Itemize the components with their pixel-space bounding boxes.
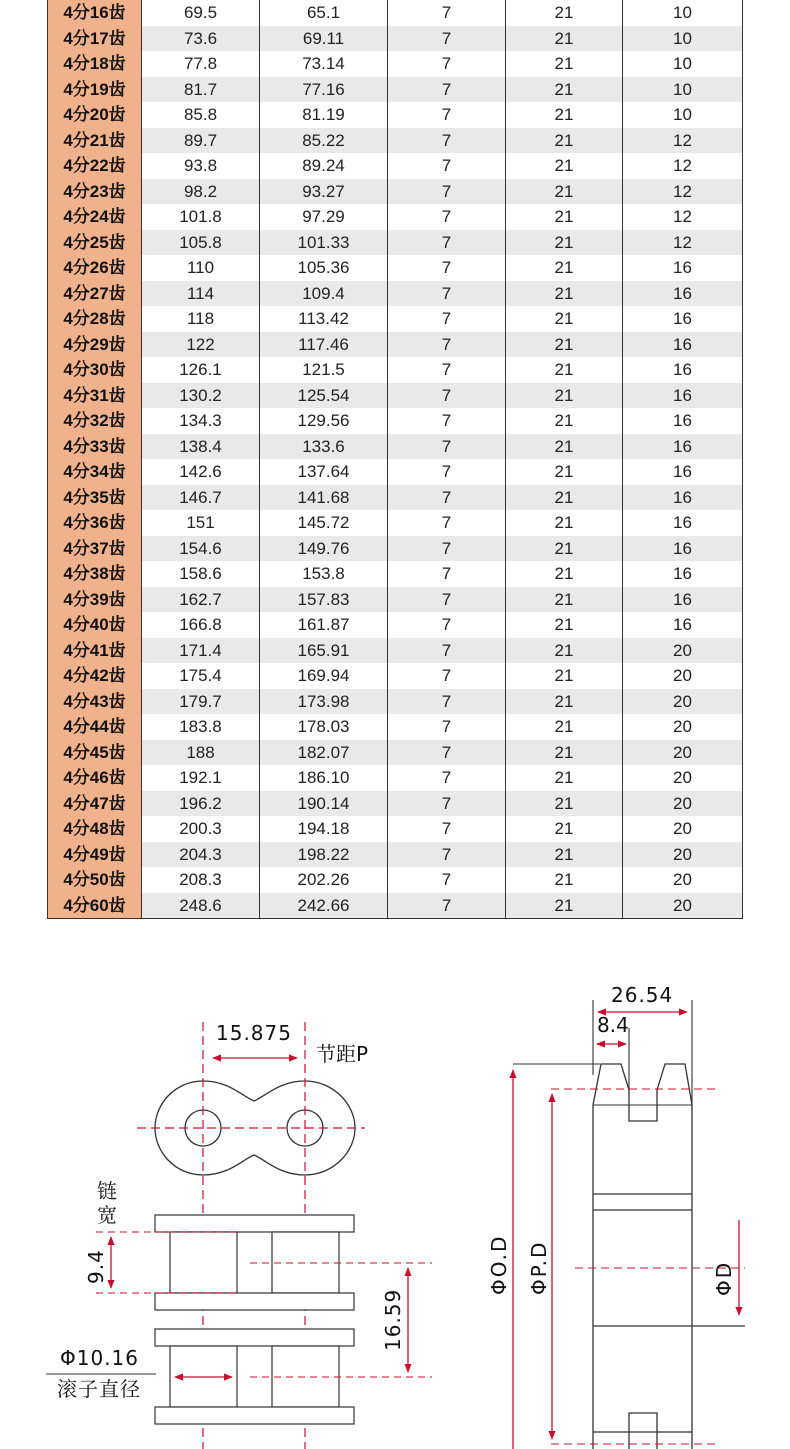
- cell-bore-max: 21: [506, 102, 623, 128]
- cell-outer-diameter: 69.5: [142, 0, 260, 26]
- cell-bore-min: 7: [388, 765, 506, 791]
- cell-bore-min: 7: [388, 357, 506, 383]
- cell-pitch-diameter: 73.14: [260, 51, 388, 77]
- cell-hub: 16: [623, 408, 743, 434]
- cell-bore-max: 21: [506, 842, 623, 868]
- cell-bore-max: 21: [506, 128, 623, 154]
- cell-pitch-diameter: 141.68: [260, 485, 388, 511]
- cell-pitch-diameter: 178.03: [260, 714, 388, 740]
- cell-outer-diameter: 85.8: [142, 102, 260, 128]
- cell-pitch-diameter: 198.22: [260, 842, 388, 868]
- cell-bore-min: 7: [388, 816, 506, 842]
- cell-model: 4分29齿: [48, 332, 142, 358]
- cell-outer-diameter: 101.8: [142, 204, 260, 230]
- cell-outer-diameter: 73.6: [142, 26, 260, 52]
- od-label: ΦO.D: [487, 1234, 511, 1295]
- cell-model: 4分36齿: [48, 510, 142, 536]
- pitch-value: 15.875: [216, 1021, 292, 1045]
- cell-outer-diameter: 130.2: [142, 383, 260, 409]
- cell-bore-max: 21: [506, 306, 623, 332]
- cell-pitch-diameter: 165.91: [260, 638, 388, 664]
- cell-outer-diameter: 110: [142, 255, 260, 281]
- cell-model: 4分16齿: [48, 0, 142, 26]
- cell-pitch-diameter: 161.87: [260, 612, 388, 638]
- cell-hub: 20: [623, 816, 743, 842]
- cell-pitch-diameter: 194.18: [260, 816, 388, 842]
- cell-outer-diameter: 200.3: [142, 816, 260, 842]
- cell-bore-min: 7: [388, 0, 506, 26]
- cell-model: 4分39齿: [48, 587, 142, 613]
- cell-hub: 10: [623, 0, 743, 26]
- cell-hub: 20: [623, 663, 743, 689]
- cell-outer-diameter: 179.7: [142, 689, 260, 715]
- cell-pitch-diameter: 190.14: [260, 791, 388, 817]
- cell-bore-max: 21: [506, 638, 623, 664]
- cell-model: 4分60齿: [48, 893, 142, 919]
- cell-hub: 20: [623, 765, 743, 791]
- cell-pitch-diameter: 109.4: [260, 281, 388, 307]
- cell-model: 4分31齿: [48, 383, 142, 409]
- cell-hub: 16: [623, 485, 743, 511]
- cell-hub: 20: [623, 842, 743, 868]
- cell-model: 4分28齿: [48, 306, 142, 332]
- cell-bore-min: 7: [388, 102, 506, 128]
- cell-bore-min: 7: [388, 893, 506, 919]
- cell-pitch-diameter: 121.5: [260, 357, 388, 383]
- cell-pitch-diameter: 85.22: [260, 128, 388, 154]
- cell-hub: 16: [623, 383, 743, 409]
- top-outer-plate: [155, 1215, 354, 1232]
- cell-model: 4分34齿: [48, 459, 142, 485]
- cell-pitch-diameter: 65.1: [260, 0, 388, 26]
- cell-bore-max: 21: [506, 816, 623, 842]
- cell-hub: 20: [623, 867, 743, 893]
- cell-model: 4分35齿: [48, 485, 142, 511]
- cell-model: 4分47齿: [48, 791, 142, 817]
- cell-model: 4分38齿: [48, 561, 142, 587]
- cell-pitch-diameter: 202.26: [260, 867, 388, 893]
- cell-hub: 20: [623, 791, 743, 817]
- cell-bore-min: 7: [388, 485, 506, 511]
- cell-hub: 12: [623, 153, 743, 179]
- cell-hub: 16: [623, 357, 743, 383]
- cell-model: 4分32齿: [48, 408, 142, 434]
- cell-hub: 20: [623, 893, 743, 919]
- cell-outer-diameter: 166.8: [142, 612, 260, 638]
- cell-model: 4分18齿: [48, 51, 142, 77]
- cell-model: 4分37齿: [48, 536, 142, 562]
- cell-bore-max: 21: [506, 408, 623, 434]
- cell-model: 4分30齿: [48, 357, 142, 383]
- bottom-inner-plate: [155, 1407, 354, 1424]
- chain-width-label-1: 链: [97, 1179, 117, 1203]
- cell-hub: 16: [623, 561, 743, 587]
- cell-pitch-diameter: 97.29: [260, 204, 388, 230]
- cell-model: 4分19齿: [48, 77, 142, 103]
- cell-bore-max: 21: [506, 0, 623, 26]
- cell-model: 4分25齿: [48, 230, 142, 256]
- cell-bore-max: 21: [506, 612, 623, 638]
- cell-model: 4分41齿: [48, 638, 142, 664]
- bore-label: ΦD: [712, 1260, 736, 1296]
- cell-bore-min: 7: [388, 281, 506, 307]
- cell-outer-diameter: 204.3: [142, 842, 260, 868]
- cell-bore-min: 7: [388, 561, 506, 587]
- cell-model: 4分43齿: [48, 689, 142, 715]
- cell-outer-diameter: 118: [142, 306, 260, 332]
- cell-outer-diameter: 142.6: [142, 459, 260, 485]
- cell-hub: 16: [623, 434, 743, 460]
- cell-hub: 12: [623, 179, 743, 205]
- cell-outer-diameter: 93.8: [142, 153, 260, 179]
- sprocket-diagram: [487, 983, 745, 1449]
- cell-pitch-diameter: 242.66: [260, 893, 388, 919]
- cell-model: 4分45齿: [48, 740, 142, 766]
- cell-pitch-diameter: 153.8: [260, 561, 388, 587]
- cell-hub: 16: [623, 612, 743, 638]
- cell-model: 4分27齿: [48, 281, 142, 307]
- cell-bore-max: 21: [506, 740, 623, 766]
- cell-bore-min: 7: [388, 26, 506, 52]
- cell-bore-min: 7: [388, 867, 506, 893]
- cell-pitch-diameter: 173.98: [260, 689, 388, 715]
- pitch-label: 节距P: [316, 1042, 369, 1066]
- cell-bore-min: 7: [388, 383, 506, 409]
- cell-outer-diameter: 138.4: [142, 434, 260, 460]
- cell-model: 4分33齿: [48, 434, 142, 460]
- cell-bore-max: 21: [506, 510, 623, 536]
- cell-outer-diameter: 81.7: [142, 77, 260, 103]
- cell-outer-diameter: 192.1: [142, 765, 260, 791]
- cell-bore-min: 7: [388, 332, 506, 358]
- cell-outer-diameter: 162.7: [142, 587, 260, 613]
- cell-bore-min: 7: [388, 179, 506, 205]
- cell-model: 4分46齿: [48, 765, 142, 791]
- sprocket-upper-profile: [593, 1064, 692, 1449]
- cell-bore-max: 21: [506, 561, 623, 587]
- cell-bore-min: 7: [388, 204, 506, 230]
- roller-diameter-label: 滚子直径: [57, 1377, 141, 1401]
- cell-bore-min: 7: [388, 306, 506, 332]
- top-inner-plate: [155, 1293, 354, 1310]
- cell-bore-max: 21: [506, 204, 623, 230]
- cell-bore-min: 7: [388, 663, 506, 689]
- pd-label: ΦP.D: [527, 1240, 551, 1295]
- cell-model: 4分17齿: [48, 26, 142, 52]
- cell-hub: 16: [623, 332, 743, 358]
- cell-outer-diameter: 158.6: [142, 561, 260, 587]
- cell-model: 4分22齿: [48, 153, 142, 179]
- cell-pitch-diameter: 125.54: [260, 383, 388, 409]
- tooth-width-value: 8.4: [597, 1013, 629, 1037]
- cell-hub: 20: [623, 740, 743, 766]
- cell-bore-max: 21: [506, 791, 623, 817]
- cell-outer-diameter: 154.6: [142, 536, 260, 562]
- cell-pitch-diameter: 186.10: [260, 765, 388, 791]
- cell-outer-diameter: 89.7: [142, 128, 260, 154]
- cell-pitch-diameter: 169.94: [260, 663, 388, 689]
- cell-hub: 20: [623, 638, 743, 664]
- cell-outer-diameter: 196.2: [142, 791, 260, 817]
- cell-bore-max: 21: [506, 765, 623, 791]
- cell-bore-max: 21: [506, 587, 623, 613]
- cell-model: 4分40齿: [48, 612, 142, 638]
- cell-hub: 10: [623, 102, 743, 128]
- cell-bore-max: 21: [506, 663, 623, 689]
- cell-outer-diameter: 114: [142, 281, 260, 307]
- cell-hub: 10: [623, 26, 743, 52]
- cell-bore-min: 7: [388, 714, 506, 740]
- cell-bore-min: 7: [388, 689, 506, 715]
- cell-bore-min: 7: [388, 51, 506, 77]
- cell-outer-diameter: 183.8: [142, 714, 260, 740]
- cell-outer-diameter: 134.3: [142, 408, 260, 434]
- cell-hub: 12: [623, 128, 743, 154]
- cell-bore-max: 21: [506, 459, 623, 485]
- cell-bore-max: 21: [506, 689, 623, 715]
- cell-model: 4分42齿: [48, 663, 142, 689]
- cell-pitch-diameter: 93.27: [260, 179, 388, 205]
- cell-bore-max: 21: [506, 281, 623, 307]
- cell-outer-diameter: 248.6: [142, 893, 260, 919]
- cell-bore-max: 21: [506, 77, 623, 103]
- chain-width-label-2: 宽: [97, 1203, 117, 1227]
- cell-hub: 16: [623, 281, 743, 307]
- cell-hub: 12: [623, 204, 743, 230]
- cell-outer-diameter: 208.3: [142, 867, 260, 893]
- cell-bore-min: 7: [388, 536, 506, 562]
- cell-hub: 20: [623, 689, 743, 715]
- cell-bore-min: 7: [388, 842, 506, 868]
- cell-bore-min: 7: [388, 77, 506, 103]
- cell-model: 4分50齿: [48, 867, 142, 893]
- chain-diagram: [46, 1021, 432, 1449]
- cell-hub: 16: [623, 587, 743, 613]
- cell-bore-max: 21: [506, 179, 623, 205]
- cell-outer-diameter: 151: [142, 510, 260, 536]
- width-value: 9.4: [84, 1249, 108, 1284]
- cell-outer-diameter: 122: [142, 332, 260, 358]
- bottom-outer-plate: [155, 1329, 354, 1346]
- cell-hub: 16: [623, 536, 743, 562]
- cell-outer-diameter: 126.1: [142, 357, 260, 383]
- cell-bore-max: 21: [506, 332, 623, 358]
- cell-pitch-diameter: 117.46: [260, 332, 388, 358]
- cell-bore-max: 21: [506, 867, 623, 893]
- cell-bore-max: 21: [506, 230, 623, 256]
- row-spacing-value: 16.59: [381, 1288, 405, 1351]
- cell-hub: 12: [623, 230, 743, 256]
- cell-hub: 16: [623, 306, 743, 332]
- cell-bore-min: 7: [388, 791, 506, 817]
- cell-pitch-diameter: 105.36: [260, 255, 388, 281]
- cell-model: 4分44齿: [48, 714, 142, 740]
- cell-pitch-diameter: 133.6: [260, 434, 388, 460]
- cell-pitch-diameter: 157.83: [260, 587, 388, 613]
- cell-model: 4分24齿: [48, 204, 142, 230]
- cell-model: 4分26齿: [48, 255, 142, 281]
- cell-outer-diameter: 77.8: [142, 51, 260, 77]
- hub-length-value: 26.54: [611, 983, 674, 1007]
- cell-bore-min: 7: [388, 740, 506, 766]
- cell-bore-max: 21: [506, 26, 623, 52]
- cell-bore-max: 21: [506, 893, 623, 919]
- cell-outer-diameter: 98.2: [142, 179, 260, 205]
- cell-model: 4分20齿: [48, 102, 142, 128]
- cell-pitch-diameter: 137.64: [260, 459, 388, 485]
- cell-bore-max: 21: [506, 383, 623, 409]
- cell-bore-min: 7: [388, 230, 506, 256]
- cell-bore-max: 21: [506, 255, 623, 281]
- cell-bore-min: 7: [388, 255, 506, 281]
- cell-hub: 16: [623, 510, 743, 536]
- cell-bore-min: 7: [388, 434, 506, 460]
- cell-pitch-diameter: 182.07: [260, 740, 388, 766]
- cell-bore-min: 7: [388, 510, 506, 536]
- cell-outer-diameter: 171.4: [142, 638, 260, 664]
- cell-hub: 16: [623, 459, 743, 485]
- roller-diameter-value: Φ10.16: [60, 1346, 139, 1370]
- cell-hub: 10: [623, 77, 743, 103]
- cell-bore-min: 7: [388, 459, 506, 485]
- cell-bore-max: 21: [506, 434, 623, 460]
- cell-hub: 10: [623, 51, 743, 77]
- cell-pitch-diameter: 129.56: [260, 408, 388, 434]
- cell-bore-max: 21: [506, 714, 623, 740]
- cell-bore-min: 7: [388, 638, 506, 664]
- cell-bore-max: 21: [506, 51, 623, 77]
- cell-outer-diameter: 175.4: [142, 663, 260, 689]
- cell-model: 4分48齿: [48, 816, 142, 842]
- cell-pitch-diameter: 69.11: [260, 26, 388, 52]
- cell-outer-diameter: 188: [142, 740, 260, 766]
- cell-bore-min: 7: [388, 587, 506, 613]
- top-roller-left: [170, 1232, 237, 1293]
- cell-outer-diameter: 105.8: [142, 230, 260, 256]
- cell-model: 4分21齿: [48, 128, 142, 154]
- cell-outer-diameter: 146.7: [142, 485, 260, 511]
- cell-pitch-diameter: 89.24: [260, 153, 388, 179]
- cell-bore-max: 21: [506, 153, 623, 179]
- cell-bore-min: 7: [388, 612, 506, 638]
- cell-model: 4分49齿: [48, 842, 142, 868]
- cell-hub: 20: [623, 714, 743, 740]
- cell-pitch-diameter: 113.42: [260, 306, 388, 332]
- cell-model: 4分23齿: [48, 179, 142, 205]
- cell-hub: 16: [623, 255, 743, 281]
- cell-pitch-diameter: 77.16: [260, 77, 388, 103]
- cell-pitch-diameter: 101.33: [260, 230, 388, 256]
- cell-pitch-diameter: 145.72: [260, 510, 388, 536]
- cell-bore-min: 7: [388, 128, 506, 154]
- cell-bore-max: 21: [506, 536, 623, 562]
- cell-bore-min: 7: [388, 153, 506, 179]
- cell-bore-max: 21: [506, 357, 623, 383]
- cell-bore-max: 21: [506, 485, 623, 511]
- cell-pitch-diameter: 81.19: [260, 102, 388, 128]
- cell-pitch-diameter: 149.76: [260, 536, 388, 562]
- cell-bore-min: 7: [388, 408, 506, 434]
